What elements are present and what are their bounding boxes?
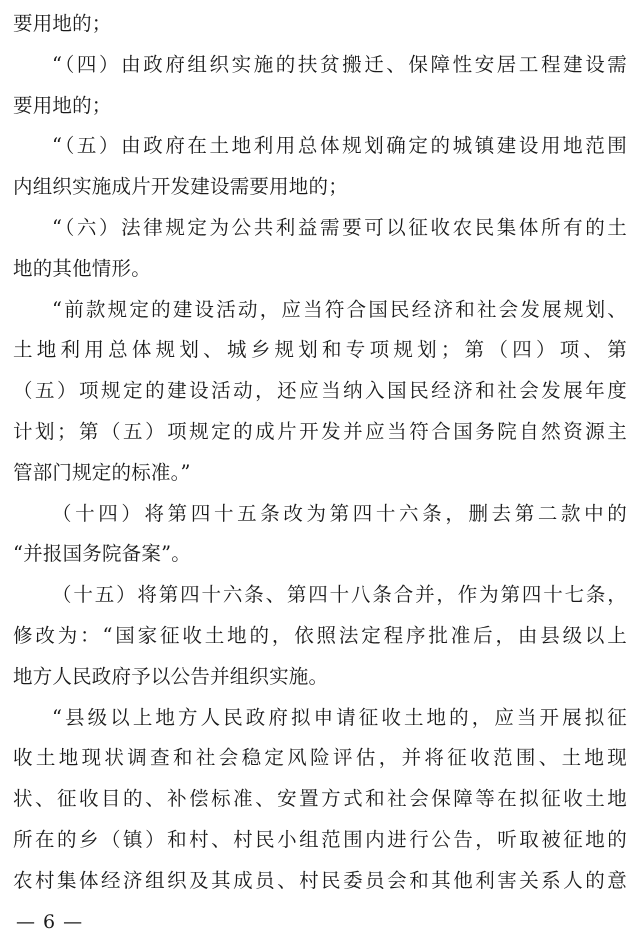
text-line: 修改为：“国家征收土地的，依照法定程序批准后，由县级以上 [13,623,627,647]
text-line: “（四）由政府组织实施的扶贫搬迁、保障性安居工程建设需 [52,52,627,76]
text-line: “县级以上地方人民政府拟申请征收土地的，应当开展拟征 [52,705,627,729]
text-line: 计划；第（五）项规定的成片开发并应当符合国务院自然资源主 [13,419,627,443]
text-line: 地的其他情形。 [13,256,151,280]
text-line: “前款规定的建设活动，应当符合国民经济和社会发展规划、 [52,297,627,321]
text-line: “（六）法律规定为公共利益需要可以征收农民集体所有的土 [52,215,627,239]
text-line: 状、征收目的、补偿标准、安置方式和社会保障等在拟征收土地 [13,787,627,811]
text-line: （十四）将第四十五条改为第四十六条，删去第二款中的 [52,501,627,525]
text-line: 所在的乡（镇）和村、村民小组范围内进行公告，听取被征地的 [13,827,627,851]
text-line: 土地利用总体规划、城乡规划和专项规划；第（四）项、第 [13,338,627,362]
text-line: （十五）将第四十六条、第四十八条合并，作为第四十七条， [52,583,627,607]
text-line: 管部门规定的标准。” [13,460,191,484]
text-line: 内组织实施成片开发建设需要用地的； [13,175,348,199]
page-number: — 6 — [16,911,84,933]
document-body [13,4,627,902]
text-line: （五）项规定的建设活动，还应当纳入国民经济和社会发展年度 [13,379,627,403]
text-line: “（五）由政府在土地利用总体规划确定的城镇建设用地范围 [52,134,627,158]
text-line: “并报国务院备案”。 [13,542,191,566]
text-line: 地方人民政府予以公告并组织实施。 [13,664,329,688]
text-line: 要用地的； [13,12,112,35]
text-line: 收土地现状调查和社会稳定风险评估，并将征收范围、土地现 [13,746,627,770]
text-line: 要用地的； [13,93,112,117]
text-line: 农村集体经济组织及其成员、村民委员会和其他利害关系人的意 [13,868,627,892]
